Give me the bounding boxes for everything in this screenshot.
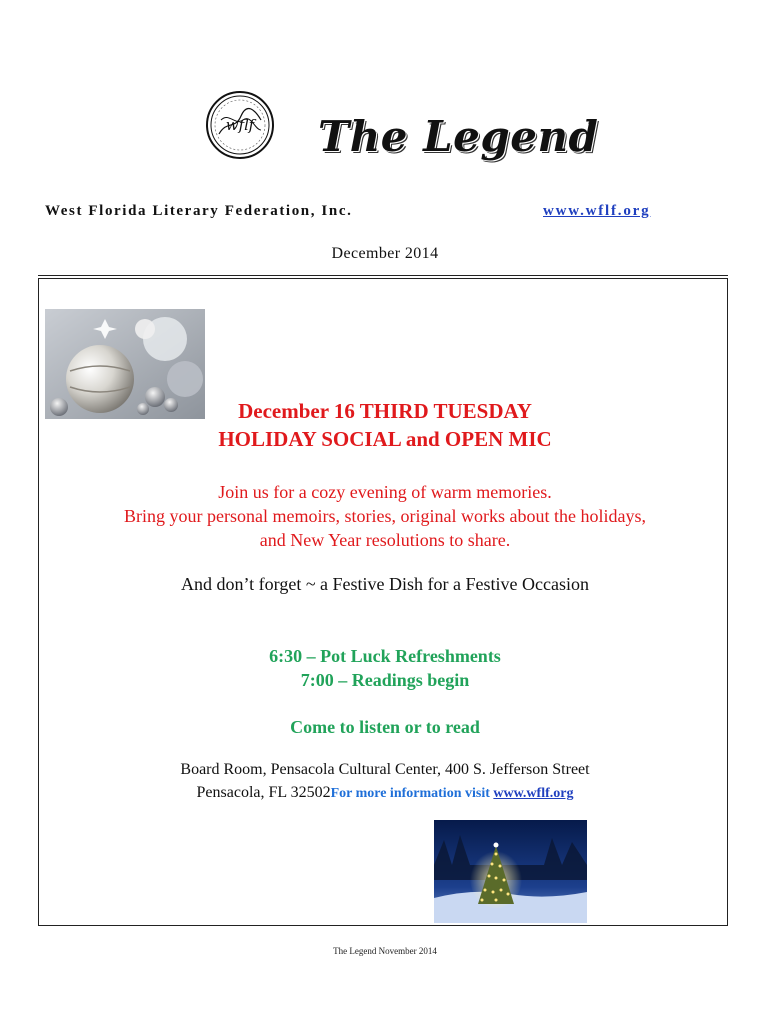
event-title-line1: December 16 THIRD TUESDAY	[238, 399, 532, 423]
more-info-link[interactable]: www.wflf.org	[493, 786, 574, 801]
newsletter-title: The Legend	[318, 112, 599, 161]
address-line1: Board Room, Pensacola Cultural Center, 400 S. Jefferson Street	[180, 761, 590, 778]
website-link[interactable]: www.wflf.org	[543, 203, 651, 219]
schedule-item: 7:00 – Readings begin	[300, 670, 470, 690]
organization-name: West Florida Literary Federation, Inc.	[45, 203, 353, 219]
issue-date: December 2014	[331, 245, 439, 262]
dish-reminder: And don’t forget ~ a Festive Dish for a Festive Occasion	[181, 574, 589, 594]
christmas-tree-photo	[434, 820, 587, 923]
page-footer: The Legend November 2014	[333, 946, 437, 956]
schedule-item: 6:30 – Pot Luck Refreshments	[269, 646, 501, 666]
invitation-line: and New Year resolutions to share.	[259, 530, 511, 550]
call-to-action: Come to listen or to read	[290, 717, 480, 737]
address-line2-row	[40, 784, 730, 802]
wflf-logo	[205, 90, 275, 160]
invitation-line: Join us for a cozy evening of warm memories.	[218, 482, 552, 502]
address-city: Pensacola, FL 32502	[196, 784, 331, 801]
invitation-line: Bring your personal memoirs, stories, original works about the holidays,	[124, 506, 646, 526]
header-divider	[38, 275, 728, 276]
more-info-text: For more information visit	[330, 786, 494, 801]
event-title-line2: HOLIDAY SOCIAL and OPEN MIC	[218, 427, 552, 451]
svg-text:wflf: wflf	[225, 116, 255, 134]
invitation-text	[40, 480, 730, 552]
